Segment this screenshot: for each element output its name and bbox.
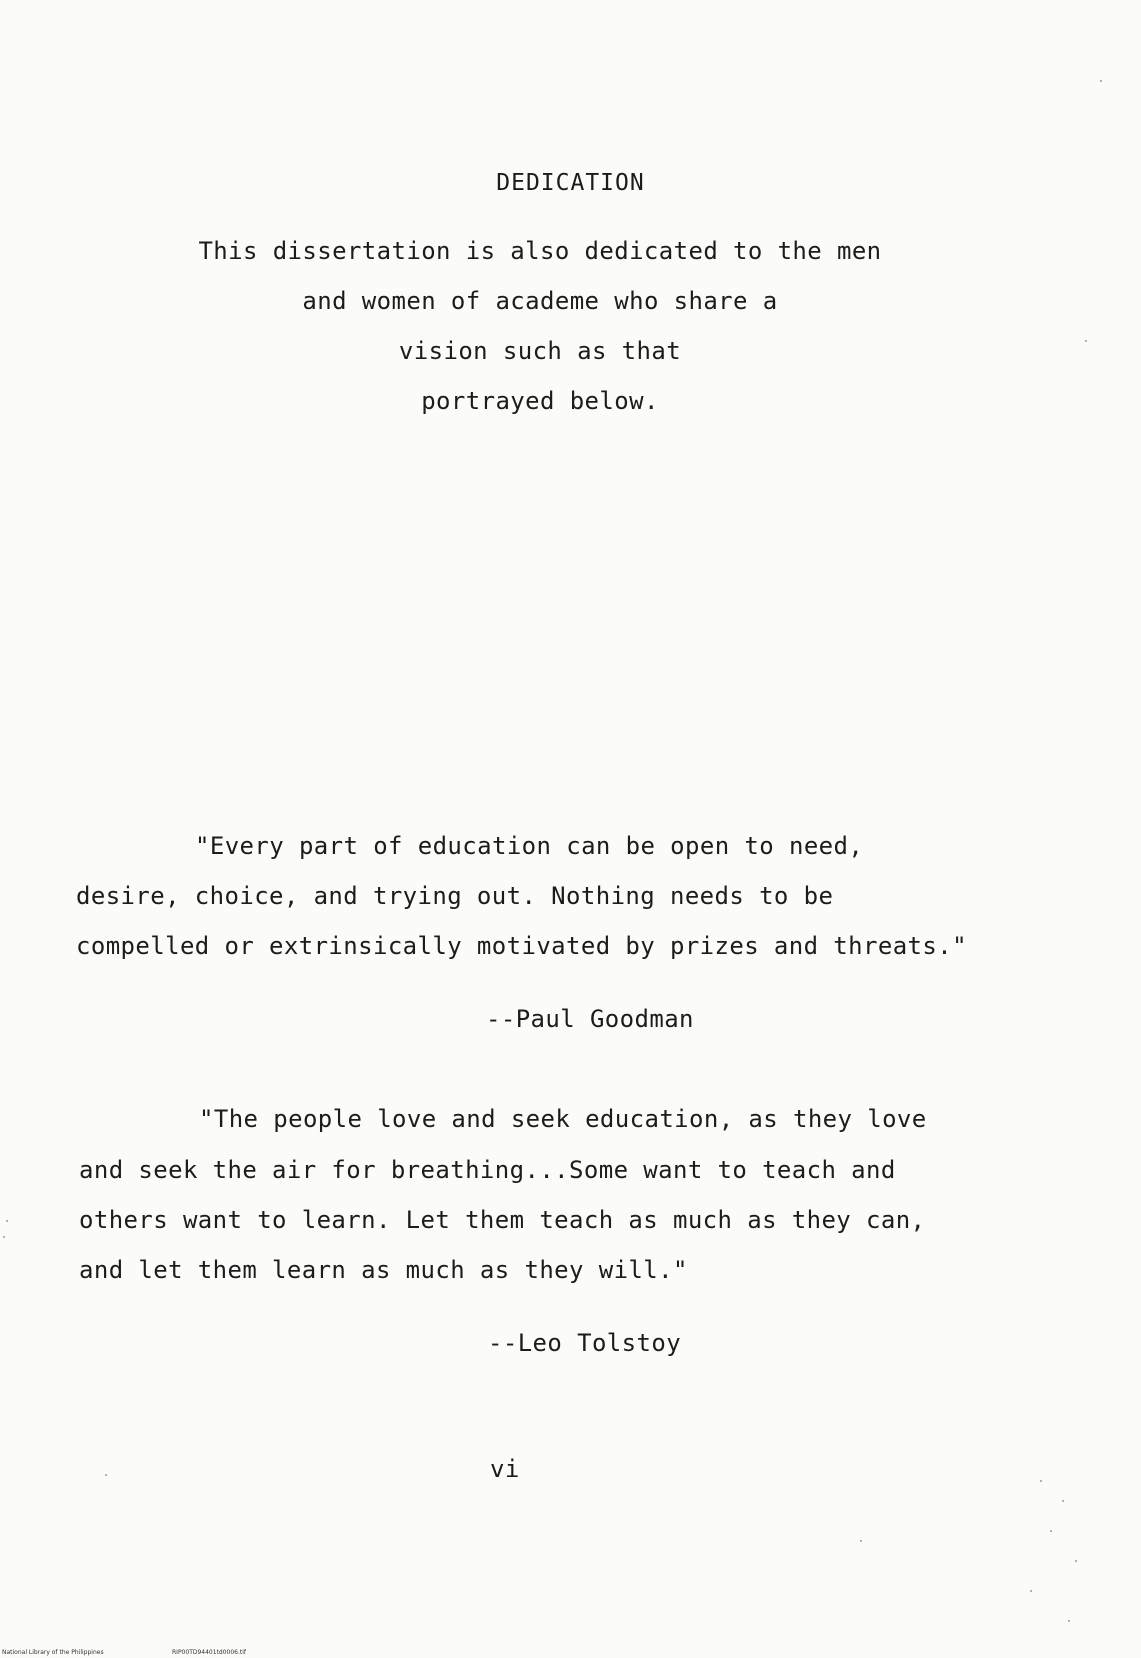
dedication-line: vision such as that xyxy=(398,337,682,365)
quote-tolstoy-line: and let them learn as much as they will." xyxy=(79,1256,688,1284)
page-number: vi xyxy=(490,1455,520,1483)
scan-speck xyxy=(1075,1560,1077,1562)
scan-filename: RIP00TD94401td0006.tif xyxy=(172,1649,247,1656)
library-credit: National Library of the Philippines xyxy=(2,1649,104,1656)
scan-speck xyxy=(105,1474,107,1476)
dedication-line: This dissertation is also dedicated to the men xyxy=(198,237,882,265)
quote-goodman-line: "Every part of education can be open to need, xyxy=(195,832,864,860)
dedication-line: portrayed below. xyxy=(421,387,659,415)
scan-speck xyxy=(1050,1530,1052,1532)
dedication-line: and women of academe who share a xyxy=(302,287,778,315)
scan-speck xyxy=(1040,1480,1042,1482)
quote-goodman-attribution: --Paul Goodman xyxy=(486,1005,694,1033)
quote-goodman-line: compelled or extrinsically motivated by prizes and threats." xyxy=(76,932,967,960)
quote-goodman-line: desire, choice, and trying out. Nothing needs to be xyxy=(76,882,834,910)
scan-speck xyxy=(1068,1620,1070,1622)
scan-speck xyxy=(1085,340,1087,342)
scan-speck xyxy=(6,1220,8,1222)
page-title: DEDICATION xyxy=(496,170,645,196)
quote-tolstoy-line: and seek the air for breathing...Some want to teach and xyxy=(79,1156,896,1184)
quote-tolstoy-attribution: --Leo Tolstoy xyxy=(488,1329,682,1357)
scan-speck xyxy=(1030,1590,1032,1592)
quote-tolstoy-line: others want to learn. Let them teach as much as they can, xyxy=(79,1206,926,1234)
scan-speck xyxy=(860,1540,862,1542)
scan-speck xyxy=(1062,1500,1064,1502)
quote-tolstoy-line: "The people love and seek education, as they love xyxy=(199,1105,927,1133)
scan-speck xyxy=(3,1236,5,1238)
scan-speck xyxy=(1100,80,1102,82)
